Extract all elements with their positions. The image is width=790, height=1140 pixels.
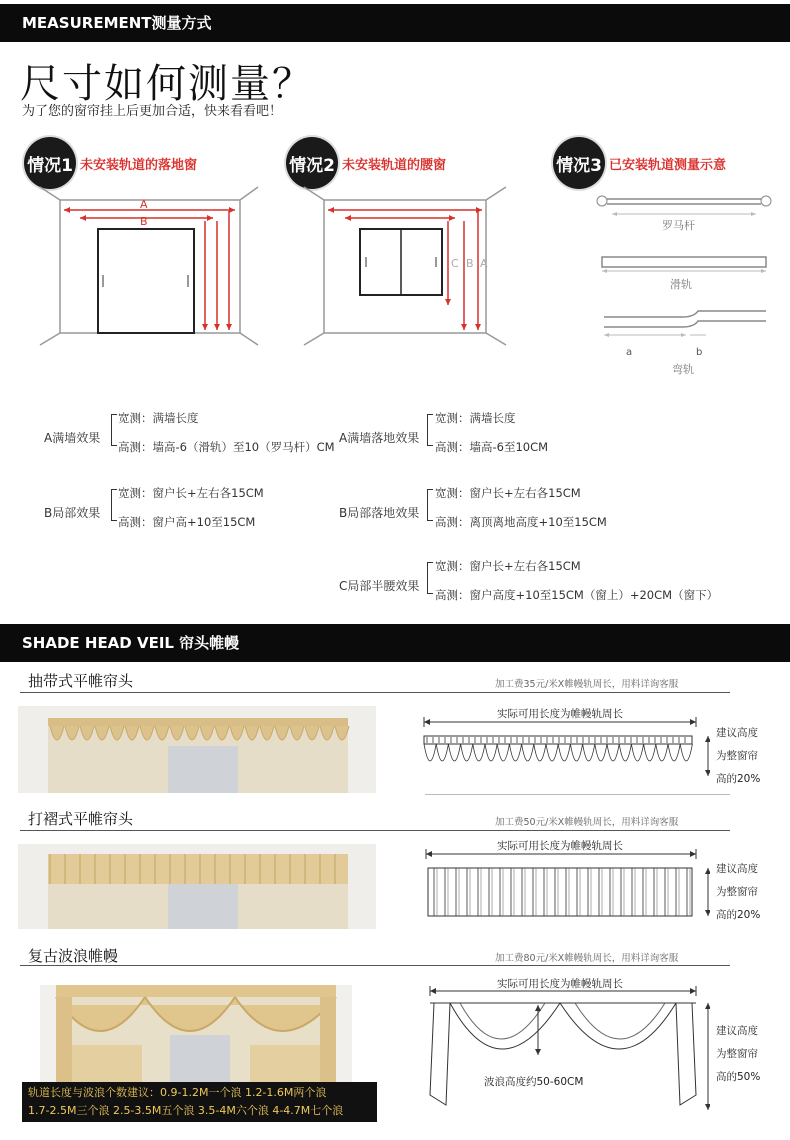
method-width: 宽测：窗户长+左右各15CM <box>435 559 581 573</box>
valance-bar-title: SHADE HEAD VEIL 帘头帷幔 <box>22 634 240 652</box>
valance-2-note <box>716 858 760 927</box>
case-1-circle: 情况1 <box>24 137 76 189</box>
valance-header-bar <box>0 624 790 662</box>
valance-1-fee: 加工费35元/米X帷幔轨周长，用料详询客服 <box>495 679 679 690</box>
valance-1-photo <box>18 706 376 793</box>
case-2-diagram <box>300 185 510 350</box>
method-name: C局部半腰效果 <box>339 579 420 593</box>
method-name: A满墙落地效果 <box>339 431 420 445</box>
curved-a-label: a <box>626 347 633 358</box>
note-line: 为整窗帘 <box>716 1048 758 1060</box>
scallop <box>522 744 534 761</box>
scallop <box>668 744 680 761</box>
scallop <box>656 744 668 761</box>
pleat-band <box>48 854 348 884</box>
case-2-label-a: A <box>480 257 488 270</box>
valance-3-title: 复古波浪帷幔 <box>28 947 119 965</box>
note-line: 为整窗帘 <box>716 886 758 898</box>
roman-rod-label: 罗马杆 <box>662 219 695 232</box>
scallop <box>631 744 643 761</box>
valance-1-title: 抽带式平帷帘头 <box>28 672 134 690</box>
method-height: 高测：离顶离地高度+10至15CM <box>435 515 607 529</box>
valance-1-note <box>716 722 760 791</box>
note-line: 建议高度 <box>716 1025 758 1037</box>
valance-3-note <box>716 1020 760 1089</box>
method-width: 宽测：窗户长+左右各15CM <box>118 486 264 500</box>
method-height: 高测：墙高-6（滑轨）至10（罗马杆）CM <box>118 440 335 454</box>
case-2-title: 未安装轨道的腰窗 <box>342 157 447 173</box>
note-line: 高的50% <box>716 1071 761 1083</box>
case-3-badge <box>553 137 726 189</box>
slide-track-label: 滑轨 <box>670 278 692 291</box>
track-note-line-1: 轨道长度与波浪个数建议：0.9-1.2M一个浪 1.2-1.6M两个浪 <box>28 1086 327 1099</box>
case-1-diagram <box>30 185 260 350</box>
valance-3-diagram <box>420 985 710 1115</box>
scallop <box>461 744 473 761</box>
valance-1-dim-label: 实际可用长度为帷幔轨周长 <box>497 708 623 720</box>
method-width: 宽测：满墙长度 <box>118 411 199 425</box>
case-1-title: 未安装轨道的落地窗 <box>80 157 198 173</box>
scallop <box>644 744 656 761</box>
scallop <box>448 744 460 761</box>
scallop <box>485 744 497 761</box>
scallop <box>607 744 619 761</box>
valance-1-diagram <box>420 716 710 778</box>
curved-b-label: b <box>696 347 703 358</box>
case-2-circle: 情况2 <box>286 137 338 189</box>
method-width: 宽测：满墙长度 <box>435 411 516 425</box>
page-title: 尺寸如何测量？ <box>20 61 314 107</box>
valance-2-dim-label: 实际可用长度为帷幔轨周长 <box>497 840 623 852</box>
page-subtitle: 为了您的窗帘挂上后更加合适，快来看看吧！ <box>22 104 283 119</box>
case-3-circle: 情况3 <box>553 137 605 189</box>
scallop <box>436 744 448 761</box>
valance-3-fee: 加工费80元/米X帷幔轨周长，用料详询客服 <box>495 953 679 964</box>
method-name: B局部效果 <box>44 506 101 520</box>
method-height: 高测：窗户高度+10至15CM（窗上）+20CM（窗下） <box>435 588 719 602</box>
scallop <box>424 744 436 761</box>
scallop <box>497 744 509 761</box>
valance-2-photo <box>18 844 376 929</box>
case-2-label-b: B <box>466 257 474 270</box>
scallop <box>546 744 558 761</box>
case-1-label-b: B <box>140 215 148 228</box>
measurement-header-bar <box>0 4 790 42</box>
valance-2-fee: 加工费50元/米X帷幔轨周长，用料详询客服 <box>495 817 679 828</box>
method-name: A满墙效果 <box>44 431 101 445</box>
scallop <box>595 744 607 761</box>
method-height: 高测：墙高-6至10CM <box>435 440 549 454</box>
valance-2-title: 打褶式平帷帘头 <box>28 810 134 828</box>
method-height: 高测：窗户高+10至15CM <box>118 515 256 529</box>
valance-2-diagram <box>420 848 710 920</box>
measurement-bar-title: MEASUREMENT测量方式 <box>22 14 212 32</box>
scallop <box>680 744 692 761</box>
note-line: 建议高度 <box>716 727 758 739</box>
case-1-label-a: A <box>140 198 148 211</box>
note-line: 高的20% <box>716 909 761 921</box>
note-line: 为整窗帘 <box>716 750 758 762</box>
scallop <box>583 744 595 761</box>
scallop <box>473 744 485 761</box>
curved-track-label: 弯轨 <box>672 363 694 376</box>
scallop <box>619 744 631 761</box>
scallop <box>558 744 570 761</box>
wave-height-label: 波浪高度约50-60CM <box>484 1076 584 1088</box>
track-note-line-2: 1.7-2.5M三个浪 2.5-3.5M五个浪 3.5-4M六个浪 4-4.7M七个浪 <box>28 1104 344 1117</box>
note-line: 建议高度 <box>716 863 758 875</box>
scallop <box>534 744 546 761</box>
case-2-label-c: C <box>451 257 459 270</box>
method-width: 宽测：窗户长+左右各15CM <box>435 486 581 500</box>
case-3-diagram <box>590 185 780 380</box>
valance-3-dim-label: 实际可用长度为帷幔轨周长 <box>497 978 623 990</box>
note-line: 高的20% <box>716 773 761 785</box>
scallop <box>509 744 521 761</box>
case-1-badge <box>24 137 197 189</box>
case-3-title: 已安装轨道测量示意 <box>609 157 727 173</box>
method-name: B局部落地效果 <box>339 506 420 520</box>
track-length-note <box>22 1082 377 1122</box>
scallop <box>570 744 582 761</box>
case-2-badge <box>286 137 446 189</box>
